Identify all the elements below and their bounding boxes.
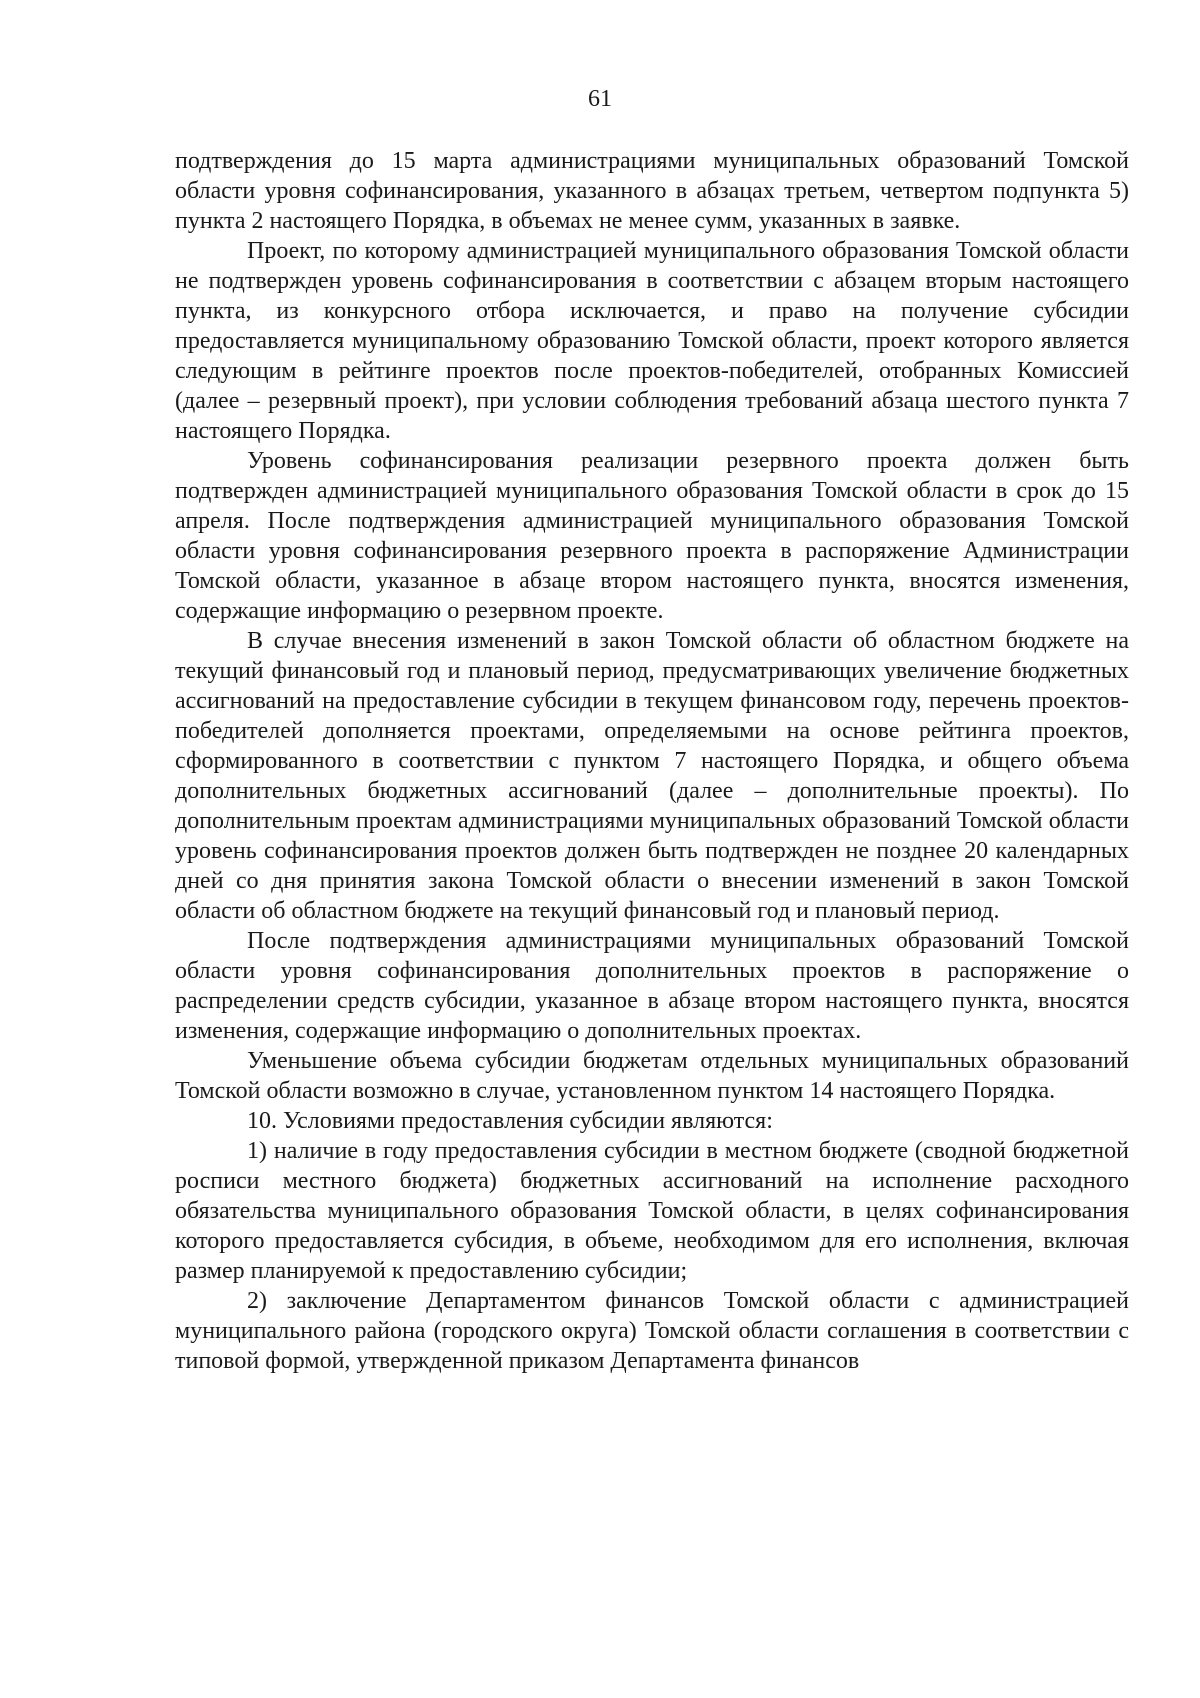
paragraph-subsidy-reduction: Уменьшение объема субсидии бюджетам отдельных муниципальных образований Томской области возможно в случае, установленном пунктом 14 настоящего Порядка. — [175, 1048, 1129, 1104]
paragraph-condition-1: 1) наличие в году предоставления субсидии в местном бюджете (сводной бюджетной росписи местного бюджета) бюджетных ассигнований на исполнение расходного обязательства муниципального образования Томской области, в целях софинансирования которого предоставляется субсидия, в объеме, необходимом для его исполнения, включая размер планируемой к предоставлению субсидии; — [175, 1138, 1129, 1284]
paragraph-reserve-cofinancing: Уровень софинансирования реализации резервного проекта должен быть подтвержден администрацией муниципального образования Томской области в срок до 15 апреля. После подтверждения администрацией муниципального образования Томской области уровня софинансирования резервного проекта в распоряжение Администрации Томской области, указанное в абзаце втором настоящего пункта, вносятся изменения, содержащие информацию о резервном проекте. — [175, 448, 1129, 624]
page-number: 61 — [588, 86, 612, 112]
document-body — [175, 146, 1129, 1376]
paragraph-additional-projects: В случае внесения изменений в закон Томской области об областном бюджете на текущий финансовый год и плановый период, предусматривающих увеличение бюджетных ассигнований на предоставление субсидии в текущем финансовом году, перечень проектов-победителей дополняется проектами, определяемыми на основе рейтинга проектов, сформированного в соответствии с пунктом 7 настоящего Порядка, и общего объема дополнительных бюджетных ассигнований (далее – дополнительные проекты). По дополнительным проектам администрациями муниципальных образований Томской области уровень софинансирования проектов должен быть подтвержден не позднее 20 календарных дней со дня принятия закона Томской области о внесении изменений в закон Томской области об областном бюджете на текущий финансовый год и плановый период. — [175, 628, 1129, 924]
paragraph-reserve-project: Проект, по которому администрацией муниципального образования Томской области не подтвержден уровень софинансирования в соответствии с абзацем вторым настоящего пункта, из конкурсного отбора исключается, и право на получение субсидии предоставляется муниципальному образованию Томской области, проект которого является следующим в рейтинге проектов после проектов-победителей, отобранных Комиссией (далее – резервный проект), при условии соблюдения требований абзаца шестого пункта 7 настоящего Порядка. — [175, 238, 1129, 444]
paragraph-conditions-heading: 10. Условиями предоставления субсидии являются: — [247, 1108, 773, 1134]
paragraph-continuation: подтверждения до 15 марта администрациями муниципальных образований Томской области уровня софинансирования, указанного в абзацах третьем, четвертом подпункта 5) пункта 2 настоящего Порядка, в объемах не менее сумм, указанных в заявке. — [175, 148, 1129, 234]
paragraph-condition-2: 2) заключение Департаментом финансов Томской области с администрацией муниципального района (городского округа) Томской области соглашения в соответствии с типовой формой, утвержденной приказом Департамента финансов — [175, 1288, 1129, 1374]
paragraph-after-confirmation: После подтверждения администрациями муниципальных образований Томской области уровня софинансирования дополнительных проектов в распоряжение о распределении средств субсидии, указанное в абзаце втором настоящего пункта, вносятся изменения, содержащие информацию о дополнительных проектах. — [175, 928, 1129, 1044]
